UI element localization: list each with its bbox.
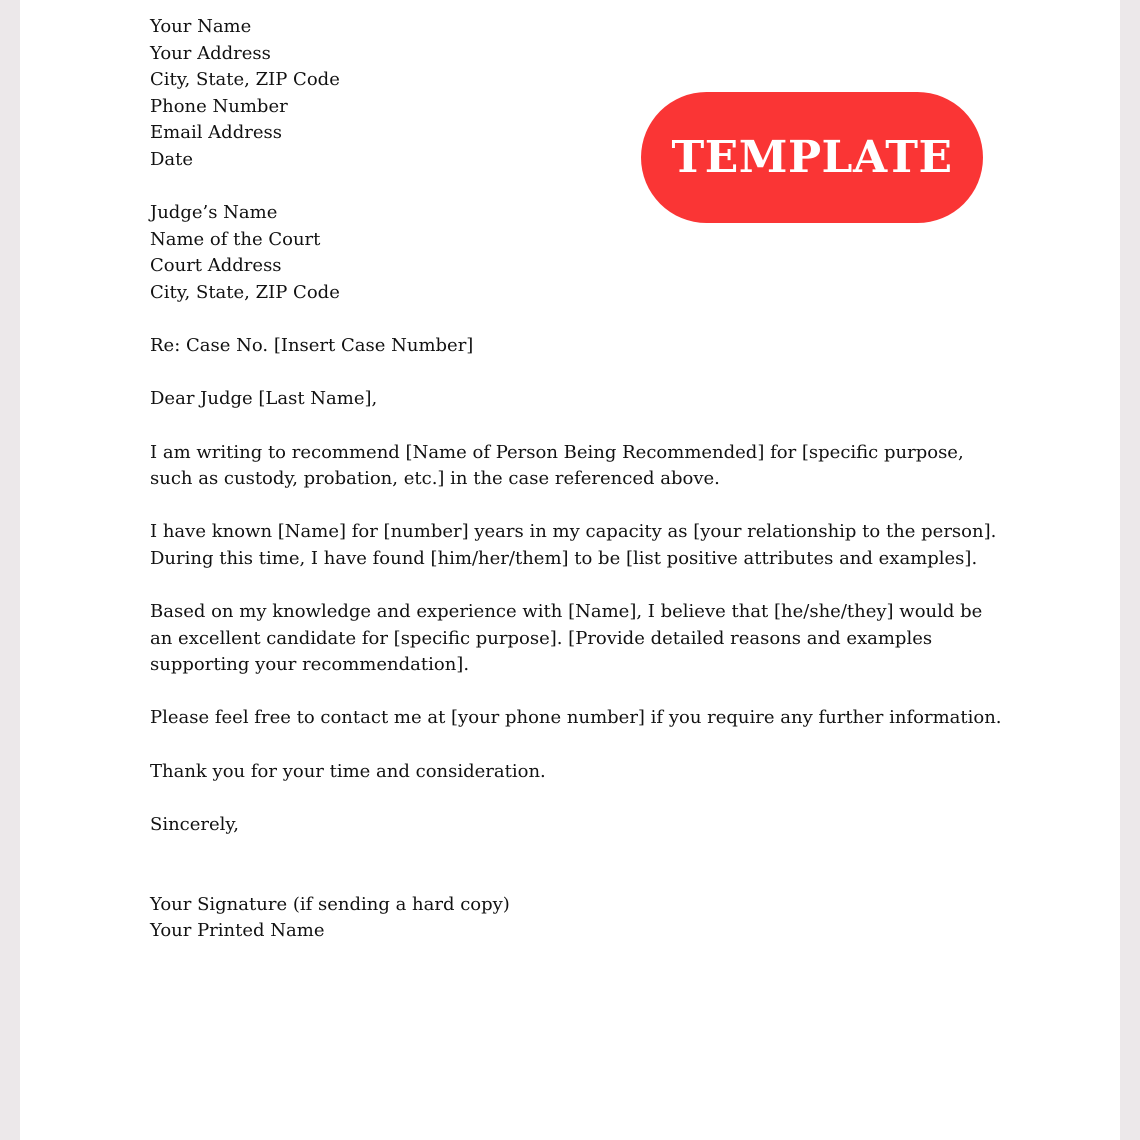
body-paragraph: I am writing to recommend [Name of Person Being Recommended] for [specific purpose, such as custody, probation, etc.] in the case referenced above. xyxy=(150,441,964,490)
body-paragraph: Please feel free to contact me at [your phone number] if you require any further information. xyxy=(150,707,1002,729)
sender-city-state-zip: City, State, ZIP Code xyxy=(150,69,340,91)
signature-block xyxy=(150,892,1010,945)
closing: Sincerely, xyxy=(150,813,239,835)
document-page xyxy=(20,0,1120,1140)
sender-address: Your Address xyxy=(150,42,271,64)
body-paragraph: I have known [Name] for [number] years in my capacity as [your relationship to the person]. During this time, I have found [him/her/them] to be [list positive attributes and examples]. xyxy=(150,521,997,569)
letter-date: Date xyxy=(150,148,194,170)
signature-line: Your Signature (if sending a hard copy) xyxy=(150,893,510,915)
court-address: Court Address xyxy=(150,255,282,277)
subject-line: Re: Case No. [Insert Case Number] xyxy=(150,335,474,357)
sender-phone: Phone Number xyxy=(150,95,288,117)
judge-name: Judge’s Name xyxy=(150,202,278,224)
court-name: Name of the Court xyxy=(150,228,321,250)
sender-email: Email Address xyxy=(150,122,282,144)
court-city-state-zip: City, State, ZIP Code xyxy=(150,281,340,303)
sender-name: Your Name xyxy=(150,16,252,37)
signature-space xyxy=(150,838,1010,891)
body-paragraph: Based on my knowledge and experience with [Name], I believe that [he/she/they] would be an excellent candidate for [specific purpose]. [Provide detailed reasons and examples supporting your recommendation]. xyxy=(150,601,983,676)
body-paragraph: Thank you for your time and consideration. xyxy=(150,760,546,782)
template-badge-label: TEMPLATE xyxy=(671,131,953,183)
salutation: Dear Judge [Last Name], xyxy=(150,388,378,410)
printed-name: Your Printed Name xyxy=(150,920,325,942)
template-badge xyxy=(641,92,983,223)
